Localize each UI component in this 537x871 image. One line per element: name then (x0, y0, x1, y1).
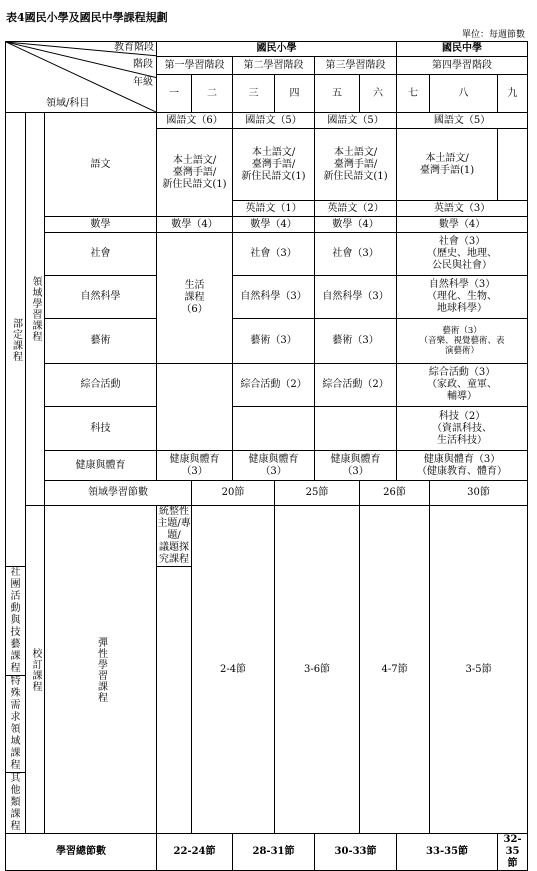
social-stage-3: 社會（3） (315, 233, 397, 276)
stage-4-header: 第四學習階段 (397, 57, 528, 75)
integrative-stage-2: 綜合活動（2） (233, 364, 315, 407)
flexible-grade-7-8: 3-5節 (430, 506, 528, 834)
health-stage-3: 健康與體育 （3） (315, 451, 397, 481)
flexible-item-other: 其他類課程 (6, 773, 26, 834)
health-stage-2: 健康與體育 （3） (233, 451, 315, 481)
subject-social: 社會 (45, 233, 157, 276)
health-stage-1: 健康與體育 （3） (157, 451, 233, 481)
native-lang-grade-9-empty (498, 129, 528, 201)
flexible-item-clubs: 社團活動與技藝 課程 (6, 567, 26, 676)
curriculum-table (5, 41, 528, 871)
elementary-header: 國民小學 (157, 42, 397, 57)
grade-4: 四 (275, 75, 315, 113)
chinese-stage-2: 國語文（5） (233, 113, 315, 129)
header-diagonal-cell (6, 42, 157, 113)
math-stage-4: 數學（4） (397, 217, 528, 233)
tech-stage-4: 科技（2） （資訊科技、 生活科技） (397, 407, 528, 451)
social-stage-4: 社會（3） （歷史、地理、 公民與社會） (397, 233, 528, 276)
grade-5: 五 (315, 75, 360, 113)
native-lang-stage-2: 本土語文/ 臺灣手語/ 新住民語文(1) (233, 129, 315, 201)
math-stage-3: 數學（4） (315, 217, 397, 233)
domain-total-stage-3: 26節 (360, 481, 430, 506)
grand-total-grade-9: 32-35 節 (498, 834, 528, 871)
health-stage-4: 健康與體育（3） （健康教育、體育） (397, 451, 528, 481)
flexible-learning-label: 彈性學習課程 (45, 506, 157, 834)
domain-total-stage-1: 20節 (192, 481, 275, 506)
grade-8: 八 (430, 75, 498, 113)
tech-stage-2-empty (233, 407, 315, 451)
stage-3-header: 第三學習階段 (315, 57, 397, 75)
flexible-item-thematic: 統整性主題/專題/ 議題探究課程 (157, 506, 191, 565)
flexible-item-special-needs: 特殊需求領域課 程 (6, 676, 26, 773)
subject-integrative: 綜合活動 (45, 364, 157, 407)
grand-total-label: 學習總節數 (6, 834, 157, 871)
chinese-stage-4: 國語文（5） (397, 113, 528, 129)
arts-stage-3: 藝術（3） (315, 319, 397, 364)
life-curriculum-stage-1: 生活 課程 （6） (157, 233, 233, 364)
grade-9: 九 (498, 75, 528, 113)
tech-stage-3-empty (315, 407, 397, 451)
grade-6: 六 (360, 75, 397, 113)
unit-note: 單位：每週節數 (461, 30, 525, 40)
grade-7: 七 (397, 75, 430, 113)
science-stage-4: 自然科學（3） （理化、生物、 地球科學） (397, 276, 528, 319)
english-stage-4: 英語文（3） (397, 201, 528, 217)
subject-health: 健康與體育 (45, 451, 157, 481)
grand-total-stage-1: 22-24節 (157, 834, 233, 871)
grade-2: 二 (192, 75, 233, 113)
social-stage-2: 社會（3） (233, 233, 315, 276)
math-stage-2: 數學（4） (233, 217, 315, 233)
chinese-stage-3: 國語文（5） (315, 113, 397, 129)
subject-language: 語文 (45, 113, 157, 217)
subject-tech: 科技 (45, 407, 157, 451)
grand-total-grade-7-8: 33-35節 (397, 834, 498, 871)
science-stage-2: 自然科學（3） (233, 276, 315, 319)
grade-1: 一 (157, 75, 192, 113)
domain-total-label: 領域學習節數 (45, 481, 192, 506)
flexible-stage-3: 4-7節 (360, 506, 430, 834)
junior-header: 國民中學 (397, 42, 528, 57)
grade-3: 三 (233, 75, 275, 113)
domain-total-stage-2: 25節 (275, 481, 360, 506)
domain-learning-label: 領域學習課程 (26, 113, 45, 506)
native-lang-stage-1: 本土語文/ 臺灣手語/ 新住民語文(1) (157, 129, 233, 217)
integrative-stage-1-empty (157, 364, 233, 451)
subject-arts: 藝術 (45, 319, 157, 364)
arts-stage-4: 藝術（3） （音樂、視覺藝術、表 演藝術） (397, 319, 528, 364)
integrative-stage-3: 綜合活動（2） (315, 364, 397, 407)
integrative-stage-4: 綜合活動（3） （家政、童軍、 輔導） (397, 364, 528, 407)
stage-2-header: 第二學習階段 (233, 57, 315, 75)
stage-1-header: 第一學習階段 (157, 57, 233, 75)
diag-phase-label: 階段 (133, 59, 154, 70)
flexible-stage-1: 2-4節 (192, 506, 275, 834)
chinese-stage-1: 國語文（6） (157, 113, 233, 129)
math-stage-1: 數學（4） (157, 217, 233, 233)
table-title: 表4國民小學及國民中學課程規劃 (6, 11, 168, 24)
grand-total-stage-2: 28-31節 (233, 834, 315, 871)
diag-grade-label: 年級 (133, 77, 154, 88)
subject-math: 數學 (45, 217, 157, 233)
grand-total-stage-3: 30-33節 (315, 834, 397, 871)
english-stage-2: 英語文（1） (233, 201, 315, 217)
subject-science: 自然科學 (45, 276, 157, 319)
school-based-label: 校訂課程 (26, 506, 45, 834)
english-stage-3: 英語文（2） (315, 201, 397, 217)
diag-stage-label: 教育階段 (114, 42, 155, 53)
flexible-stage-2: 3-6節 (275, 506, 360, 834)
domain-total-grade-7-8: 30節 (430, 481, 528, 506)
required-curriculum-label: 部定課程 (6, 113, 26, 567)
arts-stage-2: 藝術（3） (233, 319, 315, 364)
native-lang-stage-3: 本土語文/ 臺灣手語/ 新住民語文(1) (315, 129, 397, 201)
diag-domain-label: 領域/科目 (46, 98, 90, 109)
science-stage-3: 自然科學（3） (315, 276, 397, 319)
native-lang-stage-4: 本土語文/ 臺灣手語(1) (397, 129, 498, 201)
